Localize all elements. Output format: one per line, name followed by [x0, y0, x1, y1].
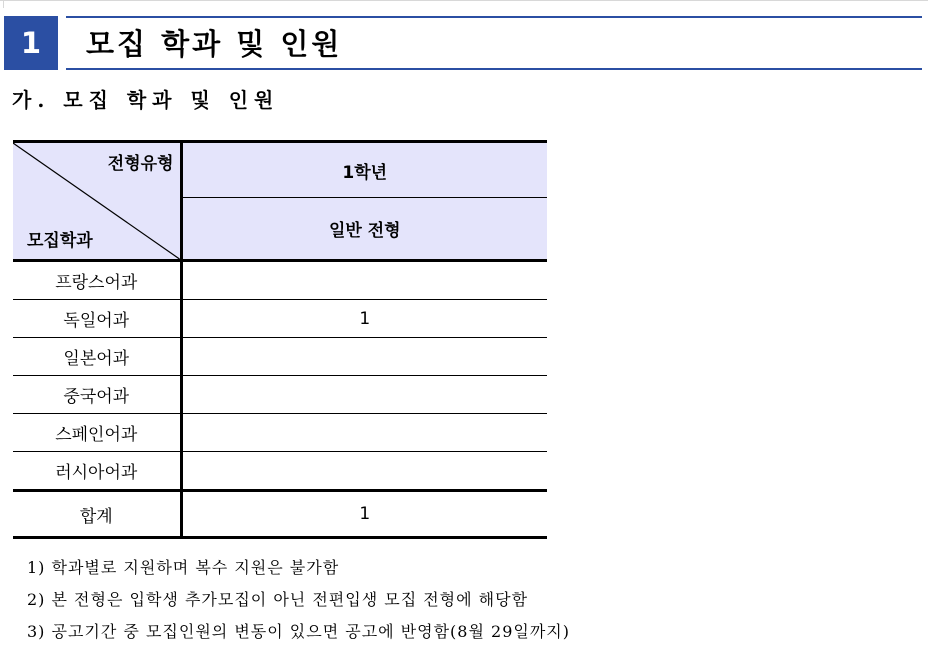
- quota-table: [13, 140, 547, 539]
- table-row: [13, 376, 547, 414]
- count-cell: [181, 452, 547, 491]
- department-cell: 러시아어과: [13, 452, 181, 491]
- count-cell: [181, 261, 547, 300]
- department-cell: 스페인어과: [13, 414, 181, 452]
- subsection-title: 가. 모집 학과 및 인원: [12, 88, 280, 112]
- top-border-tick: [3, 0, 4, 8]
- title-rule-bottom: [66, 68, 922, 70]
- table-row: [13, 338, 547, 376]
- count-cell: 1: [181, 300, 547, 338]
- note-item: 2) 본 전형은 입학생 추가모집이 아닌 전편입생 모집 전형에 해당함: [27, 590, 529, 609]
- notes-list: [27, 556, 570, 652]
- table-row: [13, 414, 547, 452]
- section-number-badge: 1: [4, 16, 58, 70]
- note-item: 3) 공고기간 중 모집인원의 변동이 있으면 공고에 반영함(8월 29일까지): [27, 622, 570, 641]
- total-row: [13, 491, 547, 538]
- count-cell: [181, 414, 547, 452]
- total-count: 1: [181, 491, 547, 538]
- title-rule-top: [66, 16, 922, 18]
- table-row: [13, 300, 547, 338]
- corner-label-type: 전형유형: [107, 154, 174, 174]
- total-label: 합계: [13, 491, 181, 538]
- table-row: [13, 452, 547, 491]
- department-cell: 일본어과: [13, 338, 181, 376]
- count-cell: [181, 338, 547, 376]
- corner-label-department: 모집학과: [27, 231, 93, 251]
- section-title: 모집 학과 및 인원: [86, 27, 343, 61]
- admission-type-header: 일반 전형: [181, 198, 547, 261]
- count-cell: [181, 376, 547, 414]
- note-item: 1) 학과별로 지원하며 복수 지원은 불가함: [27, 558, 340, 577]
- department-cell: 프랑스어과: [13, 261, 181, 300]
- department-cell: 중국어과: [13, 376, 181, 414]
- grade-header: 1학년: [181, 142, 547, 198]
- table-row: [13, 261, 547, 300]
- table-corner-header: [13, 142, 181, 261]
- department-cell: 독일어과: [13, 300, 181, 338]
- top-border-line: [0, 0, 928, 1]
